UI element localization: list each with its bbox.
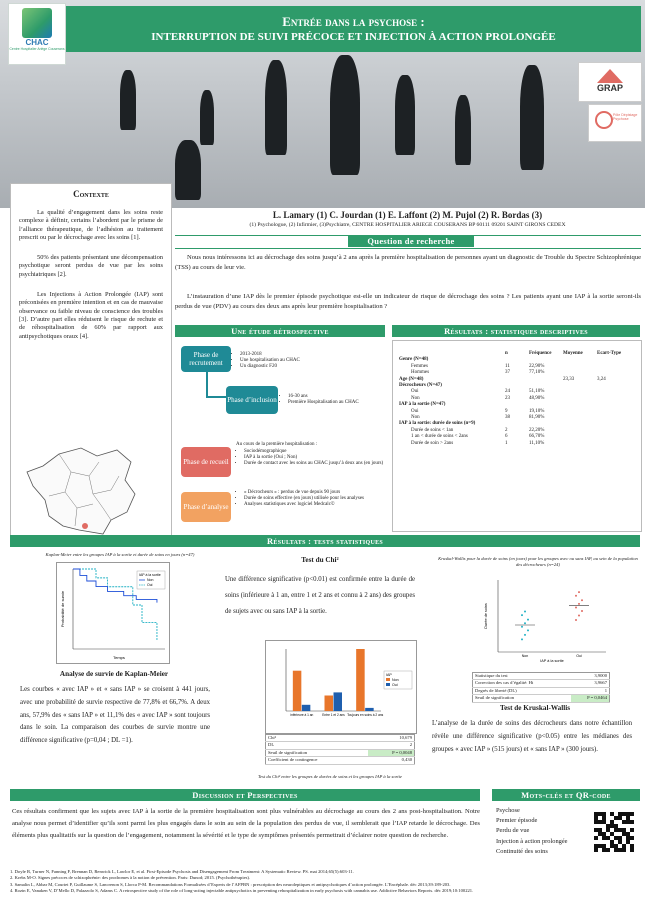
cell-n: 9 (505, 408, 508, 414)
kw-point (581, 610, 583, 612)
chi2-category-label: Toujours en soins à 2 ans (347, 713, 384, 717)
cell-n: 37 (505, 370, 510, 376)
phase-inclusion-list (280, 394, 388, 406)
stats-desc-heading: Résultats : statistiques descriptives (392, 325, 640, 337)
question-heading: Question de recherche (348, 235, 474, 247)
tests-heading: Résultats : tests statistiques (10, 535, 640, 547)
column-header: n (505, 351, 508, 356)
cell-value: 0,430 (368, 757, 414, 764)
cell-value: 2 (368, 742, 414, 749)
reference-item: 3. Samalin L, Abbar M, Courtet P, Guillaume S, Lancrenon S, Llorca P-M. Recommandations Formalisées d’Experts de l’AFPBN : prescription des neuroleptiques et antipsychotiques d’action prolongée. L’Encéphale. déc 2013;39:189‑203. (10, 881, 451, 887)
km-ylabel: Probabilité de survie (60, 590, 65, 628)
photo-silhouette (175, 140, 201, 200)
qr-code[interactable] (594, 812, 634, 852)
km-chart (57, 563, 169, 663)
pds-logo-text: Pôle Dépistage Psychose (613, 113, 638, 122)
table-row (473, 680, 610, 687)
chi2-legend-item: Non (392, 678, 399, 682)
cell-frequency: 11,10% (529, 440, 545, 446)
kw-category-label: Non (521, 654, 529, 658)
photo-silhouette (330, 55, 360, 175)
chac-logo (8, 3, 66, 65)
phase-analyse-list (236, 490, 389, 509)
keyword-item: Continuité des soins (496, 847, 548, 855)
grap-logo (578, 62, 642, 102)
phase-recueil-intro: Au cours de la première hospitalisation : (236, 442, 318, 447)
row-label: IAP à la sortie: durée de soins (n=9) (399, 421, 476, 427)
kw-point (575, 619, 577, 621)
phase-item: • 16-30 ans (288, 394, 388, 400)
cell-label: Statistique du test (473, 673, 572, 680)
phase-item: • 2013-2018 (240, 352, 390, 358)
pds-logo (588, 104, 642, 142)
poster-title-line1: Entrée dans la psychose : (282, 14, 425, 29)
chi2-category-label: inférieure à 1 an (290, 713, 314, 717)
chac-logo-mark (22, 8, 52, 38)
phase-recrutement-list (232, 352, 390, 371)
chi2-text: Une différence significative (p<0.01) est confirmée entre la durée de soins (inférieure à 1 an, entre 1 et 2 ans et connu à 2 ans) des groupes de sujets avec ou sans IAP à la sortie. (225, 576, 415, 615)
phase-inclusion: Phase d’inclusion (226, 386, 278, 414)
chi2-legend-item: Oui (392, 683, 398, 687)
phase-item: • Durée de contact avec les soins au CHAC jusqu’à deux ans (en jours) (244, 461, 389, 467)
cell-value: 3,9000 (571, 673, 609, 680)
cell-value: 3,9667 (571, 680, 609, 687)
chi2-category-label: Entre 1 et 2 ans (322, 713, 345, 717)
grap-logo-mark (597, 69, 623, 83)
contexte-panel (10, 183, 172, 545)
row-label: Durée de soin > 2ans (411, 440, 454, 446)
km-legend-title: IAP à la sortie (139, 573, 161, 577)
row-label: Age (N=48) (399, 376, 424, 382)
contexte-paragraph: Les Injections à Action Prolongée (IAP) sont préconisées en première intention et en cas de mauvaise observance ou faible niveau de conscience des troubles [3]. D’autre part elles réduisent le risque de rechute et de réhospitalisation de 60% par rapport aux antipsychotiques oraux [4]. (19, 291, 163, 340)
chi2-bar (325, 696, 334, 712)
cell-frequency: 19,10% (529, 408, 545, 414)
cell-frequency: 51,10% (529, 389, 545, 395)
kw-xlabel: IAP à la sortie (540, 659, 564, 663)
reference-item: 2. Krebs M-O. Signes précoces de schizophrénie: des prodromes à la notion de prévention. Paris: Dunod; 2015. (Psychothérapies). (10, 875, 251, 881)
photo-silhouette (265, 60, 287, 155)
cell-label: Chi² (266, 735, 369, 742)
phase-item: • Analyses statistiques avec logiciel Medcalc© (244, 502, 389, 508)
authors: L. Lamary (1) C. Jourdan (1) E. Laffont (2) M. Pujol (2) R. Bordas (3) (272, 210, 543, 220)
kw-point (575, 595, 577, 597)
row-label: Hommes (411, 370, 430, 376)
column-header: Ecart-Type (597, 351, 622, 356)
cell-n: 38 (505, 415, 510, 421)
cell-label: Correction des cas d’égalité: Ht (473, 680, 572, 687)
cell-label: Coefficient de contingence (266, 757, 369, 764)
kw-title: Test de Kruskal-Wallis (499, 704, 571, 712)
km-text: Les courbes « avec IAP » et « sans IAP » se croisent à 441 jours, avec une probabilité de survie respective de 77,8% et 66,7%. A deux ans, 57,9% des « sans IAP » et 11,1% des « avec IAP » sont toujours dans le soin. La comparaison des courbes de survie montre une différence significative (p=0,04 ; DL =1). (20, 686, 210, 745)
kw-text: L’analyse de la durée de soins des décrocheurs dans notre échantillon révèle une différence significative (p<0.05) entre les médianes des groupes « avec IAP » (515 jours) et « sans IAP » (300 jours). (432, 720, 632, 753)
keywords-heading: Mots-clés et QR-code (492, 789, 640, 801)
cell-value: P = 0,0048 (368, 749, 414, 756)
cell-label: Seuil de signification (266, 749, 369, 756)
flow-arrow (206, 396, 226, 398)
keyword-item: Injection à action prolongée (496, 837, 568, 845)
row-label: Oui (411, 408, 419, 414)
etude-heading: Une étude rétrospective (175, 325, 385, 337)
phase-analyse: Phase d’analyse (181, 492, 231, 522)
row-label: Décrocheurs (N=47) (399, 383, 442, 389)
title-bar (66, 6, 641, 52)
contexte-heading: Contexte (73, 189, 109, 199)
question-paragraph: L’instauration d’une IAP dès le premier épisode psychotique est-elle un indicateur de risque de décrochage des soins ? Les patients ayant une IAP à la sortie seront-ils perdus de vue (PDV) au cours des deux ans après leur première hospitalisation ? (175, 293, 641, 310)
kw-point (524, 634, 526, 636)
cell-n: 6 (505, 434, 508, 440)
kw-table (472, 672, 610, 703)
cell-n: 1 (505, 440, 508, 446)
cell-n: 2 (505, 427, 508, 433)
chi2-title: Test du Chi² (301, 556, 339, 564)
row-label: Femmes (411, 363, 428, 369)
cell-frequency: 77,10% (529, 370, 545, 376)
table-row (266, 742, 415, 749)
kw-point (578, 615, 580, 617)
cell-frequency: 66,70% (529, 434, 545, 440)
photo-silhouette (455, 95, 471, 165)
cell-frequency: 81,90% (529, 415, 545, 421)
grap-logo-text: GRAP (596, 83, 623, 93)
references (10, 869, 638, 895)
flow-arrow (206, 372, 208, 398)
phase-item: • Première Hospitalisation au CHAC (288, 400, 388, 406)
cell-sd (595, 441, 623, 447)
km-title: Analyse de survie de Kaplan-Meier (59, 670, 169, 678)
cell-n: 11 (505, 363, 510, 369)
poster-title-line2: INTERRUPTION DE SUIVI PRÉCOCE ET INJECTION À ACTION PROLONGÉE (151, 31, 556, 43)
column-header: Fréquence (529, 351, 552, 356)
kw-point (527, 619, 529, 621)
kw-point (578, 591, 580, 593)
stats-desc-body (399, 357, 623, 447)
km-legend-item: Oui (147, 583, 153, 588)
keyword-item: Psychose (496, 807, 520, 814)
kw-point (578, 603, 580, 605)
row-label: IAP à la sortie (N=47) (399, 402, 446, 408)
cell-mean (561, 441, 595, 447)
kw-caption: Kruskal-Wallis pour la durée de soins (en jours) pour les groupes avec ou sans IAP, au sein de la population des décrocheurs (n=24) (438, 556, 638, 567)
chi2-chart-frame (265, 640, 417, 734)
cell-label: Degrés de liberté (DL) (473, 687, 572, 694)
pds-logo-mark (595, 111, 613, 129)
table-row (473, 673, 610, 680)
kw-point (524, 622, 526, 624)
phase-recrutement: Phase de recrutement (181, 346, 231, 372)
phase-item: • Un diagnostic F20 (240, 364, 390, 370)
question-paragraph: Nous nous intéressons ici au décrochage des soins jusqu’à 2 ans après la première hospitalisation de personnes ayant un diagnostic de Trouble du Spectre Schizophrénique (TSS) au cours de leur vie. (175, 254, 641, 271)
chi2-table (265, 734, 415, 765)
cell-frequency: 22,20% (529, 427, 545, 433)
km-caption: Kaplan-Meier entre les groupes IAP à la sortie et durée de soins en jours (n=47) (45, 552, 195, 557)
affiliations: (1) Psychologue, (2) Infirmier, (3)Psychiatre, CENTRE HOSPITALIER ARIEGE COUSERANS BP 60111 09201 SAINT GIRONS CEDEX (249, 222, 566, 228)
keyword-item: Perdu de vue (496, 827, 530, 835)
km-legend-item: Non (147, 578, 154, 583)
table-row (473, 695, 610, 702)
france-map (19, 442, 164, 537)
kw-chart-frame (480, 576, 610, 666)
cell-n: 23 (505, 395, 510, 401)
phase-item: • Durée de soins effective (en jours) utilisée pour les analyses (244, 496, 389, 502)
phase-item: • « Décrocheurs » : perdus de vue depuis 90 jours (244, 490, 389, 496)
discussion-text: Ces résultats confirment que les sujets avec IAP à la sortie de la première hospitalisation sont plus vulnérables au décrochage au cours des 2 ans post-hospitalisation. Notre analyse nous permet d’identifier qu’ils sont parmi les plus engagés dans le soin au sein de la population des perdus de vue, il semblerait que l’IAP retarde le décrochage. Des éléments plus qualitatifs sur la question de l’engagement, notamment la sévérité et le type de symptômes présentés permettrait d’éclairer notre question de recherche. (12, 808, 480, 840)
phase-recueil-list (236, 449, 389, 468)
phase-item: • Une hospitalisation au CHAC (240, 358, 390, 364)
row-label: Non (411, 395, 420, 401)
chi2-bar (365, 708, 374, 711)
photo-silhouette (120, 70, 136, 130)
chi2-table-body (266, 735, 415, 765)
reference-item: 4. Rozin E, Vanaken V, D’Mello D, Palazzolo S, Adams C. A retrospective study of the role of long-acting injectable antipsychotics in preventing rehospitalization in early psychosis with cannabis use. Addictive Behaviors Reports. déc 2019;10:100221. (10, 888, 474, 894)
kw-point (581, 599, 583, 601)
km-chart-frame (56, 562, 170, 664)
cell-label: Seuil de signification (473, 695, 572, 702)
row-label: Non (411, 415, 420, 421)
kw-chart (480, 576, 610, 666)
kw-ylabel: Durée de soins (484, 603, 488, 629)
keyword-item: Premier épisode (496, 817, 538, 825)
table-row (266, 735, 415, 742)
stats-desc-panel (392, 340, 642, 532)
row-label: Genre (N=48) (399, 357, 429, 363)
cell-frequency: 48,90% (529, 395, 545, 401)
kw-category-label: Oui (576, 654, 582, 658)
reference-item: 1. Doyle R, Turner N, Fanning F, Brennan D, Renwick L, Lawlor E, et al. First-Episode Psychosis and Disengagement From Treatment: A Systematic Review. PS. mai 2014;65(5):603‑11. (10, 869, 354, 874)
row-label: 1 an < durée de soins < 2ans (411, 434, 468, 440)
contexte-paragraph: La qualité d’engagement dans les soins reste complexe à définir, certains l’abordent par le prisme de l’alliance thérapeutique, de l’adhésion au traitement prescrit ou par le décrochage avec les soins [1]. (19, 209, 163, 241)
cell-value: 10,679 (368, 735, 414, 742)
photo-silhouette (520, 65, 544, 170)
phase-item: • IAP à la sortie (Oui ; Non) (244, 455, 389, 461)
photo-silhouette (200, 90, 214, 145)
phase-item: • Sociodémographique (244, 449, 389, 455)
kw-table-body (473, 673, 610, 703)
discussion-heading: Discussion et Perspectives (10, 789, 480, 801)
cell-n: 24 (505, 389, 510, 395)
kw-point (524, 611, 526, 613)
row-label: Durée de soins < 1an (411, 427, 454, 433)
contexte-paragraph: 50% des patients présentant une décompensation psychotique seront perdus de vue par les soins psychiatriques [2]. (19, 254, 163, 278)
kw-point (575, 606, 577, 608)
photo-silhouette (395, 75, 415, 155)
qr-code-icon (594, 812, 634, 852)
cell-value: 1 (571, 687, 609, 694)
cell-mean: 23,33 (563, 376, 575, 382)
keywords-list (496, 806, 588, 857)
chi2-bar (293, 671, 302, 711)
kw-point (521, 626, 523, 628)
kw-point (521, 638, 523, 640)
chi2-bar (334, 692, 343, 711)
phase-recueil: Phase de recueil (181, 447, 231, 477)
chi2-legend-title: IAP (386, 673, 392, 677)
chi2-chart (266, 641, 416, 733)
table-row (266, 757, 415, 764)
cell-label: DL (266, 742, 369, 749)
cell-value: P = 0,0464 (571, 695, 609, 702)
cell-frequency: 22,90% (529, 363, 545, 369)
column-header: Moyenne (563, 351, 583, 356)
kw-point (527, 629, 529, 631)
stats-desc-table (399, 351, 623, 447)
chac-logo-subtitle: Centre Hospitalier Ariège Couserans (9, 47, 65, 51)
table-row (473, 687, 610, 694)
location-marker (82, 523, 88, 529)
chi2-bar (356, 649, 365, 711)
kw-point (521, 614, 523, 616)
chi2-caption: Test du Chi² entre les groupes de durées de soins et les groupes IAP à la sortie (257, 774, 403, 779)
km-xlabel: Temps (113, 655, 125, 660)
chi2-bar (302, 705, 311, 711)
chac-logo-text: CHAC (25, 38, 49, 47)
cell-sd: 3,24 (597, 376, 606, 382)
table-row (399, 441, 623, 447)
row-label: Oui (411, 389, 419, 395)
table-row (266, 749, 415, 756)
